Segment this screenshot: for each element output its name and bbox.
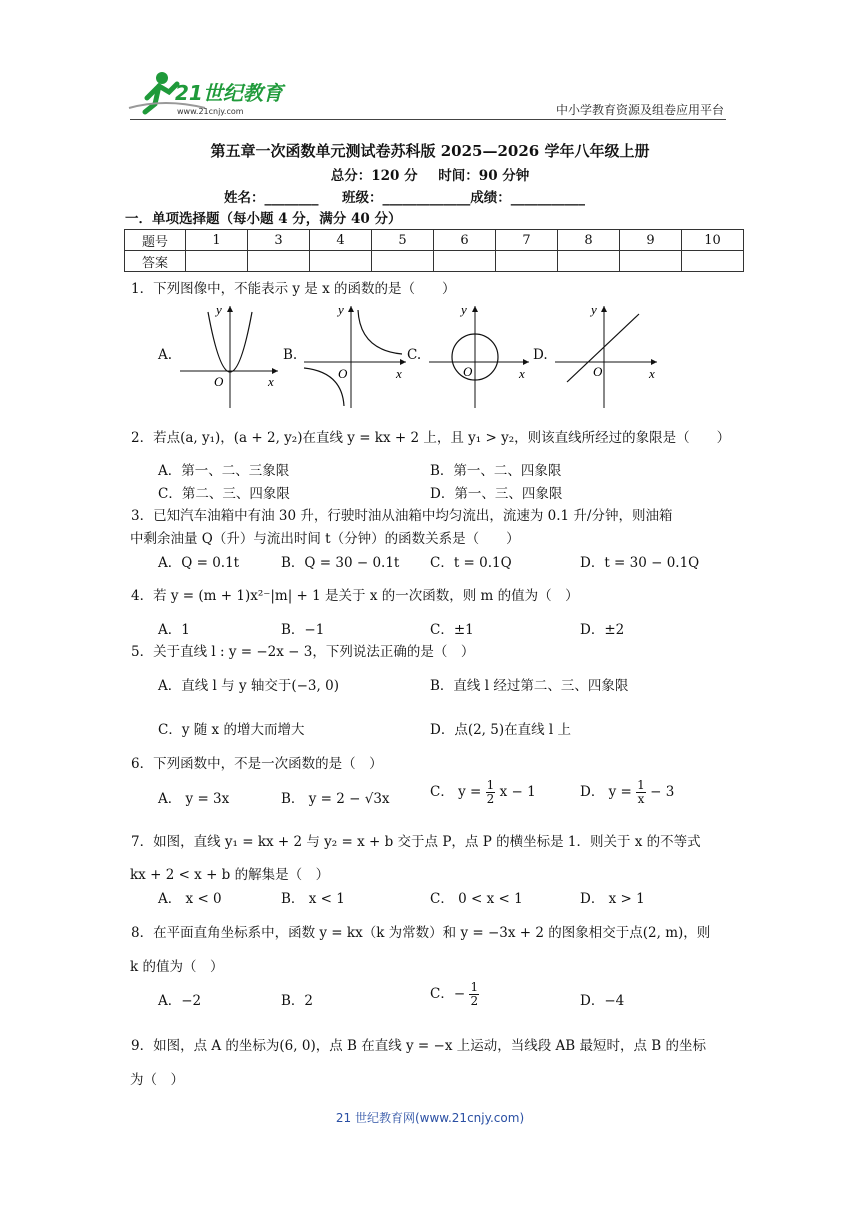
header-divider [130, 119, 726, 120]
q1-label-c: C. [407, 347, 422, 363]
table-cell: 1 [186, 230, 248, 251]
answer-cell[interactable] [682, 251, 744, 272]
q5-option-b: B．直线 l 经过第二、三、四象限 [430, 678, 629, 694]
q4-option-d: D．±2 [580, 622, 625, 638]
question-7-stem-2: kx + 2 < x + b 的解集是（ ） [130, 867, 330, 883]
q5-option-a: A．直线 l 与 y 轴交于(−3, 0) [158, 678, 339, 694]
paper-title: 第五章一次函数单元测试卷苏科版 2025—2026 学年八年级上册 [210, 142, 650, 160]
q3-option-b: B．Q = 30 − 0.1t [281, 555, 400, 571]
q4-option-a: A．1 [158, 622, 190, 638]
q6-option-a: A． y = 3x [158, 791, 230, 807]
question-8-stem-2: k 的值为（ ） [130, 959, 224, 975]
section-heading: 一．单项选择题（每小题 4 分，满分 40 分） [125, 211, 402, 227]
question-5-stem: 5．关于直线 l : y = −2x − 3，下列说法正确的是（ ） [131, 644, 475, 660]
table-cell: 5 [372, 230, 434, 251]
fraction-num: 1 [470, 980, 479, 994]
q7-option-b: B． x < 1 [281, 891, 345, 907]
graph-c-circle [427, 300, 539, 412]
table-cell: 10 [682, 230, 744, 251]
table-head: 题号 [125, 230, 186, 251]
q4-option-b: B．−1 [281, 622, 325, 638]
axis-label-y: y [461, 302, 467, 317]
fraction [469, 981, 479, 1008]
table-cell: 3 [248, 230, 310, 251]
q2-option-d: D．第一、三、四象限 [430, 486, 563, 502]
q5-option-c: C．y 随 x 的增大而增大 [158, 722, 305, 738]
q6-d-suffix: − 3 [650, 784, 675, 800]
origin-label: O [593, 364, 603, 379]
graph-a-parabola [178, 300, 288, 412]
question-4-stem: 4．若 y = (m + 1)x²⁻|m| + 1 是关于 x 的一次函数，则 m 的值为（ ） [131, 588, 579, 604]
q2-option-c: C．第二、三、四象限 [158, 486, 290, 502]
answer-table [124, 229, 744, 272]
q8-option-b: B．2 [281, 993, 314, 1009]
question-3-stem-2: 中剩余油量 Q（升）与流出时间 t（分钟）的函数关系是（ ） [130, 531, 520, 547]
logo-url: www.21cnjy.com [177, 107, 244, 116]
logo-text: 21世纪教育 [175, 81, 283, 105]
question-8-stem-1: 8．在平面直角坐标系中，函数 y = kx（k 为常数）和 y = −3x + 2 的图象相交于点(2, m)，则 [131, 925, 711, 941]
question-9-stem-1: 9．如图，点 A 的坐标为(6, 0)，点 B 在直线 y = −x 上运动，当线段 AB 最短时，点 B 的坐标 [131, 1038, 707, 1054]
answer-cell[interactable] [186, 251, 248, 272]
q8-c-prefix: C．− [430, 986, 466, 1002]
q8-option-c [430, 981, 479, 1008]
total-score: 总分：120 分 [330, 168, 418, 184]
axis-label-x: x [268, 374, 274, 389]
q3-option-d: D．t = 30 − 0.1Q [580, 555, 700, 571]
answer-cell[interactable] [496, 251, 558, 272]
question-3-stem-1: 3．已知汽车油箱中有油 30 升，行驶时油从油箱中均匀流出，流速为 0.1 升/分钟，则油箱 [131, 508, 673, 524]
q3-option-a: A．Q = 0.1t [158, 555, 240, 571]
site-logo [125, 68, 290, 118]
student-info-line: 姓名：________ 班级：_____________成绩：___________ [224, 190, 585, 206]
axis-label-x: x [649, 366, 655, 381]
paper-meta [0, 164, 860, 184]
answer-cell[interactable] [372, 251, 434, 272]
graph-b-hyperbola [302, 300, 414, 412]
fraction-den: x [637, 792, 645, 806]
q6-option-d [580, 779, 674, 806]
table-head: 答案 [125, 251, 186, 272]
q6-d-prefix: D． y = [580, 784, 632, 800]
origin-label: O [463, 364, 473, 379]
q6-option-b: B． y = 2 − √3x [281, 791, 390, 807]
q7-option-c: C． 0 < x < 1 [430, 891, 523, 907]
question-2-stem: 2．若点(a, y₁)，(a + 2, y₂)在直线 y = kx + 2 上，且 y₁ > y₂，则该直线所经过的象限是（ ） [131, 430, 731, 446]
q7-option-d: D． x > 1 [580, 891, 645, 907]
q6-c-prefix: C． y = [430, 784, 482, 800]
q2-option-b: B．第一、二、四象限 [430, 463, 562, 479]
q7-option-a: A． x < 0 [158, 891, 222, 907]
question-7-stem-1: 7．如图，直线 y₁ = kx + 2 与 y₂ = x + b 交于点 P，点 P 的横坐标是 1．则关于 x 的不等式 [131, 834, 701, 850]
q4-option-c: C．±1 [430, 622, 474, 638]
answer-cell[interactable] [620, 251, 682, 272]
answer-cell[interactable] [248, 251, 310, 272]
table-cell: 4 [310, 230, 372, 251]
time-limit: 时间：90 分钟 [438, 168, 530, 184]
question-1-stem: 1．下列图像中，不能表示 y 是 x 的函数的是（ ） [131, 281, 456, 297]
fraction-den: 2 [486, 792, 495, 806]
axis-label-x: x [396, 366, 402, 381]
table-row [125, 251, 744, 272]
fraction-num: 1 [637, 778, 645, 792]
q5-option-d: D．点(2, 5)在直线 l 上 [430, 722, 572, 738]
q6-c-suffix: x − 1 [499, 784, 536, 800]
answer-cell[interactable] [558, 251, 620, 272]
answer-cell[interactable] [434, 251, 496, 272]
axis-label-x: x [519, 366, 525, 381]
q1-label-a: A. [158, 347, 173, 363]
origin-label: O [338, 366, 348, 381]
q6-option-c [430, 779, 536, 806]
axis-label-y: y [216, 302, 222, 317]
question-9-stem-2: 为（ ） [130, 1072, 184, 1088]
graph-d-line [553, 300, 665, 412]
q1-label-d: D. [533, 347, 548, 363]
table-cell: 8 [558, 230, 620, 251]
table-cell: 9 [620, 230, 682, 251]
fraction [486, 779, 496, 806]
fraction-num: 1 [486, 778, 495, 792]
page-footer: 21 世纪教育网(www.21cnjy.com) [335, 1111, 525, 1125]
q1-label-b: B. [283, 347, 298, 363]
fraction-den: 2 [470, 994, 479, 1008]
q3-option-c: C．t = 0.1Q [430, 555, 512, 571]
q2-option-a: A．第一、二、三象限 [158, 463, 290, 479]
q8-option-d: D．−4 [580, 993, 625, 1009]
fraction [636, 779, 646, 806]
table-cell: 7 [496, 230, 558, 251]
axis-label-y: y [338, 302, 344, 317]
table-row [125, 230, 744, 251]
question-6-stem: 6．下列函数中，不是一次函数的是（ ） [131, 756, 383, 772]
answer-cell[interactable] [310, 251, 372, 272]
origin-label: O [214, 374, 224, 389]
table-cell: 6 [434, 230, 496, 251]
platform-label: 中小学教育资源及组卷应用平台 [555, 103, 724, 117]
axis-label-y: y [591, 302, 597, 317]
q8-option-a: A．−2 [158, 993, 202, 1009]
